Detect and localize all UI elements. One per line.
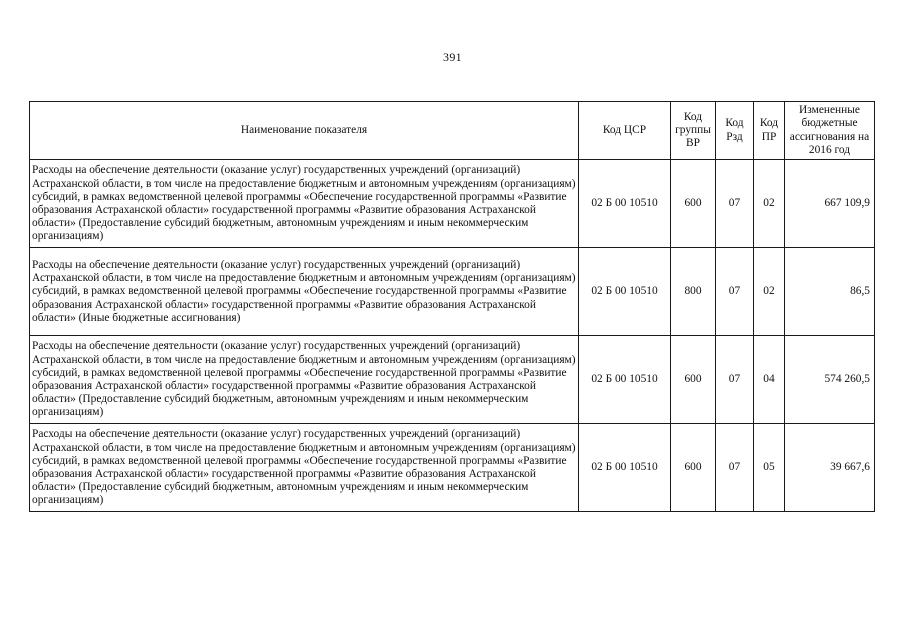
row-vr-code: 800 xyxy=(671,248,716,336)
table-row xyxy=(30,336,875,424)
row-csr-code: 02 Б 00 10510 xyxy=(579,336,671,424)
header-row xyxy=(30,102,875,160)
row-vr-code: 600 xyxy=(671,336,716,424)
row-amount: 574 260,5 xyxy=(785,336,875,424)
header-vr-group-code: Код группы ВР xyxy=(671,102,716,160)
row-csr-code: 02 Б 00 10510 xyxy=(579,248,671,336)
row-indicator-name: Расходы на обеспечение деятельности (оказание услуг) государственных учреждений (организаций) Астраханской области, в том числе на предоставление бюджетным и автономным учреждениям (организациям) субсидий, в рамках ведомственной целевой программы «Обеспечение государственной программы «Развитие образования Астраханской области» государственной программы «Развитие образования Астраханской области» (Предоставление субсидий бюджетным, автономным учреждениям и иным некоммерческим организациям) xyxy=(30,424,579,512)
row-vr-code: 600 xyxy=(671,160,716,248)
row-amount: 86,5 xyxy=(785,248,875,336)
row-rzd-code: 07 xyxy=(716,424,754,512)
row-csr-code: 02 Б 00 10510 xyxy=(579,160,671,248)
page-number: 391 xyxy=(443,50,462,64)
table-body xyxy=(30,160,875,512)
header-amended-allocations: Измененные бюджетные ассигнования на 2016 год xyxy=(785,102,875,160)
header-indicator-name: Наименование показателя xyxy=(30,102,579,160)
row-indicator-name: Расходы на обеспечение деятельности (оказание услуг) государственных учреждений (организаций) Астраханской области, в том числе на предоставление бюджетным и автономным учреждениям (организациям) субсидий, в рамках ведомственной целевой программы «Обеспечение государственной программы «Развитие образования Астраханской области» государственной программы «Развитие образования Астраханской области» (Иные бюджетные ассигнования) xyxy=(30,248,579,336)
row-vr-code: 600 xyxy=(671,424,716,512)
row-rzd-code: 07 xyxy=(716,248,754,336)
row-rzd-code: 07 xyxy=(716,160,754,248)
header-csr-code: Код ЦСР xyxy=(579,102,671,160)
row-amount: 39 667,6 xyxy=(785,424,875,512)
row-csr-code: 02 Б 00 10510 xyxy=(579,424,671,512)
table-row xyxy=(30,248,875,336)
header-pr-code: Код ПР xyxy=(754,102,785,160)
row-pr-code: 02 xyxy=(754,160,785,248)
table-row xyxy=(30,160,875,248)
row-indicator-name: Расходы на обеспечение деятельности (оказание услуг) государственных учреждений (организаций) Астраханской области, в том числе на предоставление бюджетным и автономным учреждениям (организациям) субсидий, в рамках ведомственной целевой программы «Обеспечение государственной программы «Развитие образования Астраханской области» государственной программы «Развитие образования Астраханской области» (Предоставление субсидий бюджетным, автономным учреждениям и иным некоммерческим организациям) xyxy=(30,160,579,248)
table-header xyxy=(30,102,875,160)
row-indicator-name: Расходы на обеспечение деятельности (оказание услуг) государственных учреждений (организаций) Астраханской области, в том числе на предоставление бюджетным и автономным учреждениям (организациям) субсидий, в рамках ведомственной целевой программы «Обеспечение государственной программы «Развитие образования Астраханской области» государственной программы «Развитие образования Астраханской области» (Предоставление субсидий бюджетным, автономным учреждениям и иным некоммерческим организациям) xyxy=(30,336,579,424)
row-pr-code: 05 xyxy=(754,424,785,512)
budget-allocations-table xyxy=(29,101,875,512)
table-row xyxy=(30,424,875,512)
row-rzd-code: 07 xyxy=(716,336,754,424)
row-amount: 667 109,9 xyxy=(785,160,875,248)
header-rzd-code: Код Рзд xyxy=(716,102,754,160)
row-pr-code: 04 xyxy=(754,336,785,424)
row-pr-code: 02 xyxy=(754,248,785,336)
